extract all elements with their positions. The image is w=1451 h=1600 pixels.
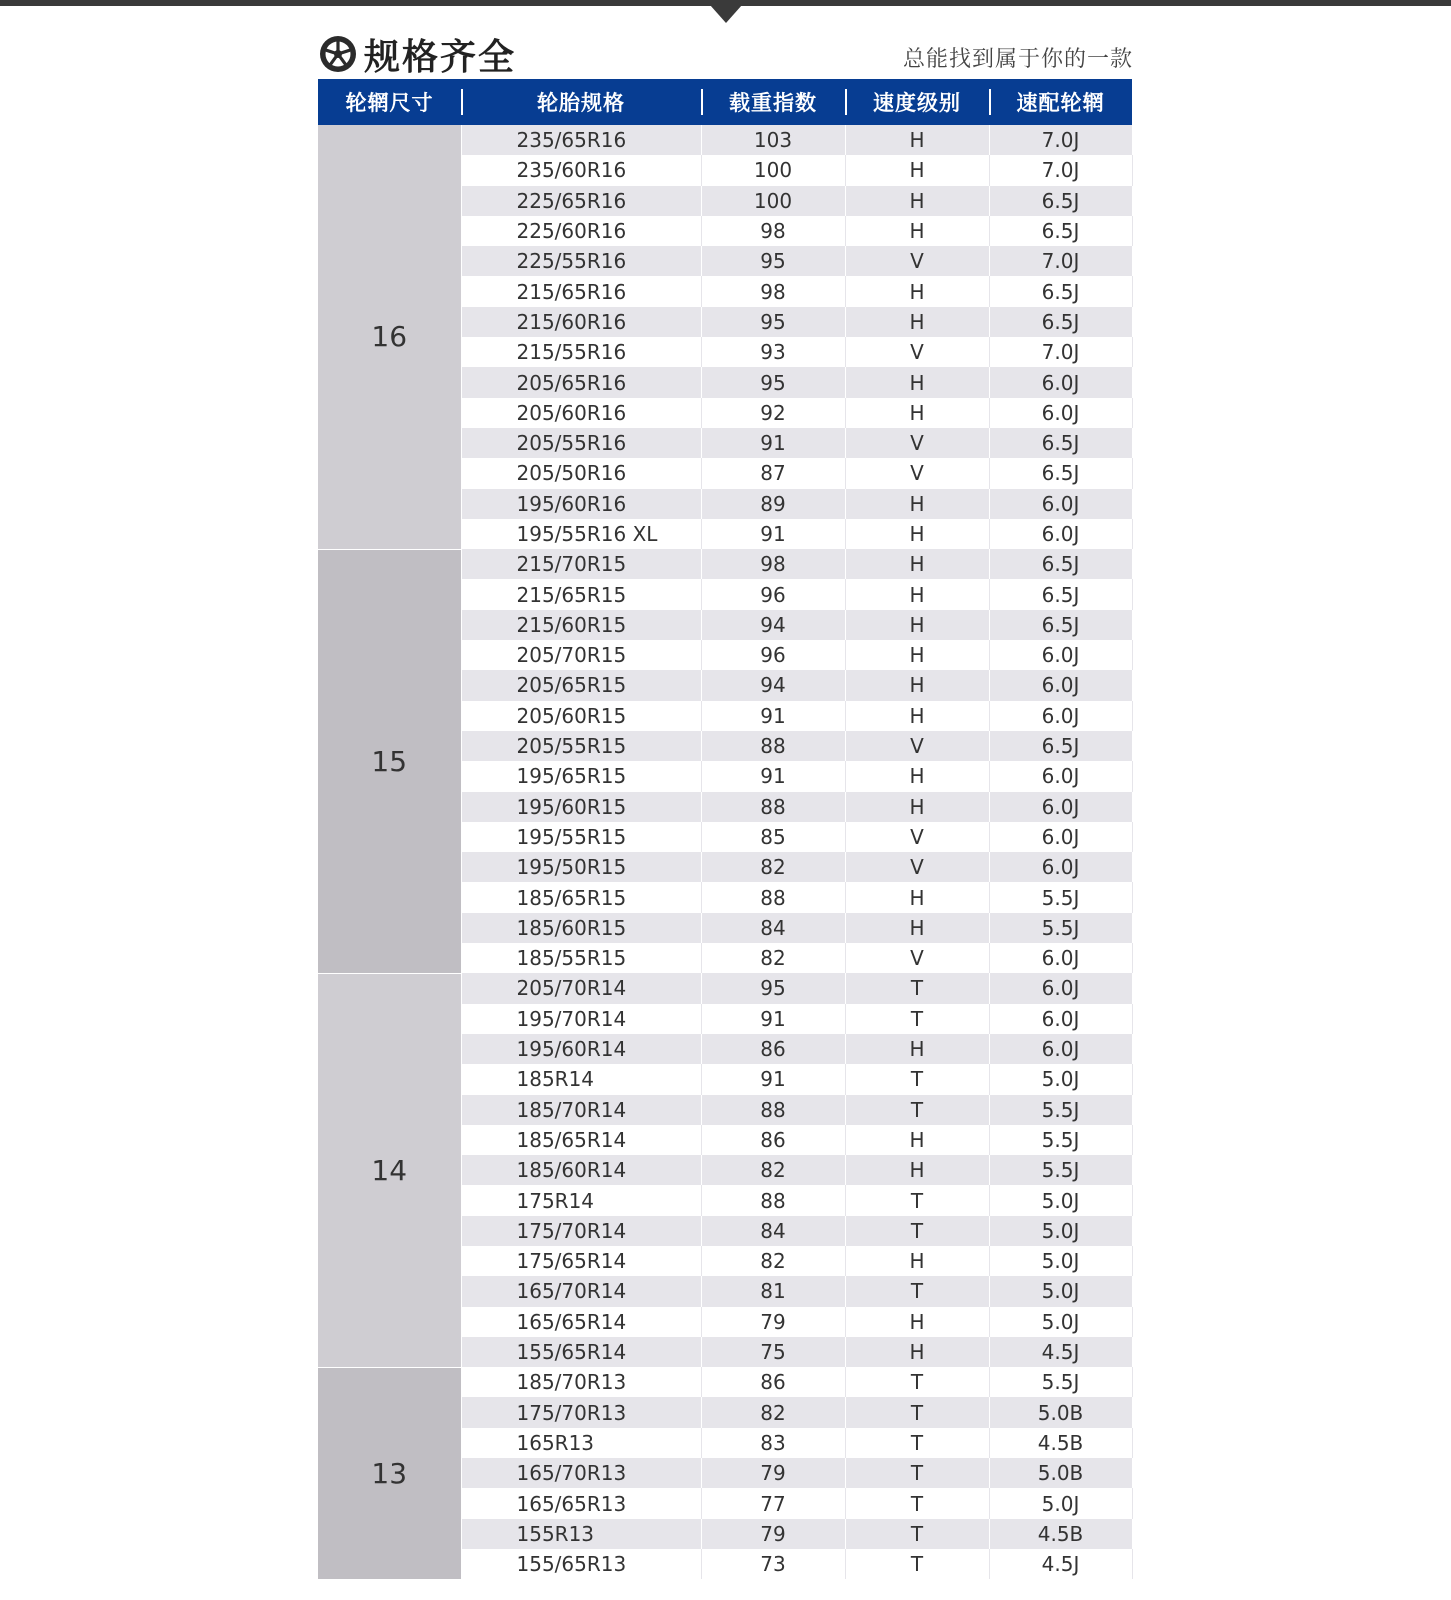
load-index-cell: 86 — [701, 1034, 845, 1064]
matched-rim-cell: 6.0J — [989, 640, 1132, 670]
tire-spec-cell: 175/70R14 — [461, 1216, 701, 1246]
title-area — [318, 34, 517, 78]
tire-spec-cell: 195/60R14 — [461, 1034, 701, 1064]
load-index-cell: 88 — [701, 882, 845, 912]
load-index-cell: 77 — [701, 1488, 845, 1518]
matched-rim-cell: 6.5J — [989, 216, 1132, 246]
load-index-cell: 82 — [701, 943, 845, 973]
load-index-cell: 91 — [701, 1064, 845, 1094]
load-index-cell: 85 — [701, 822, 845, 852]
load-index-cell: 89 — [701, 489, 845, 519]
tire-spec-cell: 155/65R13 — [461, 1549, 701, 1579]
tire-spec-cell: 195/55R16 XL — [461, 519, 701, 549]
speed-rating-cell: T — [845, 1004, 989, 1034]
speed-rating-cell: V — [845, 458, 989, 488]
matched-rim-cell: 6.0J — [989, 1034, 1132, 1064]
matched-rim-cell: 6.0J — [989, 852, 1132, 882]
speed-rating-cell: H — [845, 610, 989, 640]
matched-rim-cell: 4.5J — [989, 1549, 1132, 1579]
load-index-cell: 92 — [701, 398, 845, 428]
speed-rating-cell: T — [845, 1185, 989, 1215]
tire-spec-cell: 205/65R15 — [461, 670, 701, 700]
page-title: 规格齐全 — [364, 36, 517, 78]
tire-spec-cell: 215/65R16 — [461, 276, 701, 306]
table-row — [318, 549, 1132, 579]
column-header-rim-size: 轮辋尺寸 — [345, 91, 434, 115]
rim-size-cell: 13 — [318, 1367, 461, 1579]
matched-rim-cell: 6.5J — [989, 579, 1132, 609]
matched-rim-cell: 5.5J — [989, 882, 1132, 912]
matched-rim-cell: 6.0J — [989, 973, 1132, 1003]
load-index-cell: 98 — [701, 549, 845, 579]
speed-rating-cell: V — [845, 852, 989, 882]
matched-rim-cell: 6.5J — [989, 428, 1132, 458]
load-index-cell: 81 — [701, 1276, 845, 1306]
load-index-cell: 75 — [701, 1337, 845, 1367]
tire-spec-cell: 205/70R15 — [461, 640, 701, 670]
speed-rating-cell: T — [845, 1216, 989, 1246]
tire-wheel-icon — [318, 34, 358, 74]
load-index-cell: 86 — [701, 1125, 845, 1155]
load-index-cell: 91 — [701, 428, 845, 458]
load-index-cell: 94 — [701, 670, 845, 700]
speed-rating-cell: T — [845, 1458, 989, 1488]
tire-spec-cell: 175R14 — [461, 1185, 701, 1215]
tire-spec-cell: 205/55R16 — [461, 428, 701, 458]
matched-rim-cell: 6.5J — [989, 610, 1132, 640]
load-index-cell: 91 — [701, 519, 845, 549]
matched-rim-cell: 6.0J — [989, 519, 1132, 549]
tire-spec-cell: 195/55R15 — [461, 822, 701, 852]
speed-rating-cell: H — [845, 670, 989, 700]
matched-rim-cell: 5.0B — [989, 1397, 1132, 1427]
matched-rim-cell: 5.0J — [989, 1064, 1132, 1094]
speed-rating-cell: H — [845, 1307, 989, 1337]
matched-rim-cell: 6.0J — [989, 792, 1132, 822]
load-index-cell: 95 — [701, 307, 845, 337]
speed-rating-cell: H — [845, 792, 989, 822]
tire-spec-cell: 235/60R16 — [461, 155, 701, 185]
tire-spec-cell: 195/70R14 — [461, 1004, 701, 1034]
matched-rim-cell: 5.5J — [989, 1095, 1132, 1125]
matched-rim-cell: 5.5J — [989, 913, 1132, 943]
load-index-cell: 95 — [701, 246, 845, 276]
tire-spec-cell: 195/60R16 — [461, 489, 701, 519]
matched-rim-cell: 4.5B — [989, 1519, 1132, 1549]
speed-rating-cell: T — [845, 1488, 989, 1518]
load-index-cell: 82 — [701, 1397, 845, 1427]
matched-rim-cell: 6.0J — [989, 489, 1132, 519]
speed-rating-cell: T — [845, 973, 989, 1003]
speed-rating-cell: T — [845, 1549, 989, 1579]
tire-spec-cell: 185/60R14 — [461, 1155, 701, 1185]
load-index-cell: 88 — [701, 792, 845, 822]
table-row — [318, 125, 1132, 155]
matched-rim-cell: 5.0J — [989, 1185, 1132, 1215]
load-index-cell: 100 — [701, 155, 845, 185]
load-index-cell: 96 — [701, 640, 845, 670]
matched-rim-cell: 7.0J — [989, 125, 1132, 155]
load-index-cell: 98 — [701, 276, 845, 306]
top-notch-arrow — [710, 5, 742, 23]
tire-spec-cell: 155/65R14 — [461, 1337, 701, 1367]
speed-rating-cell: T — [845, 1397, 989, 1427]
matched-rim-cell: 6.5J — [989, 307, 1132, 337]
speed-rating-cell: H — [845, 367, 989, 397]
matched-rim-cell: 7.0J — [989, 246, 1132, 276]
matched-rim-cell: 7.0J — [989, 155, 1132, 185]
speed-rating-cell: V — [845, 943, 989, 973]
matched-rim-cell: 6.0J — [989, 398, 1132, 428]
load-index-cell: 86 — [701, 1367, 845, 1397]
speed-rating-cell: V — [845, 731, 989, 761]
matched-rim-cell: 6.0J — [989, 701, 1132, 731]
speed-rating-cell: T — [845, 1428, 989, 1458]
tire-spec-cell: 205/50R16 — [461, 458, 701, 488]
speed-rating-cell: T — [845, 1095, 989, 1125]
tire-spec-cell: 195/60R15 — [461, 792, 701, 822]
matched-rim-cell: 5.5J — [989, 1155, 1132, 1185]
speed-rating-cell: H — [845, 125, 989, 155]
matched-rim-cell: 5.0B — [989, 1458, 1132, 1488]
speed-rating-cell: H — [845, 216, 989, 246]
tire-spec-cell: 175/70R13 — [461, 1397, 701, 1427]
column-header-tire-spec: 轮胎规格 — [461, 79, 701, 125]
tire-spec-cell: 165R13 — [461, 1428, 701, 1458]
tire-spec-cell: 185/55R15 — [461, 943, 701, 973]
rim-size-cell: 16 — [318, 125, 461, 549]
tire-spec-cell: 205/60R16 — [461, 398, 701, 428]
speed-rating-cell: H — [845, 1246, 989, 1276]
speed-rating-cell: H — [845, 549, 989, 579]
matched-rim-cell: 6.0J — [989, 822, 1132, 852]
table-row — [318, 1367, 1132, 1397]
speed-rating-cell: H — [845, 579, 989, 609]
tire-spec-cell: 165/70R13 — [461, 1458, 701, 1488]
tire-spec-cell: 215/65R15 — [461, 579, 701, 609]
speed-rating-cell: H — [845, 882, 989, 912]
tire-spec-cell: 205/60R15 — [461, 701, 701, 731]
tire-spec-table — [318, 79, 1133, 1580]
load-index-cell: 91 — [701, 1004, 845, 1034]
load-index-cell: 103 — [701, 125, 845, 155]
load-index-cell: 95 — [701, 367, 845, 397]
matched-rim-cell: 6.0J — [989, 1004, 1132, 1034]
load-index-cell: 79 — [701, 1307, 845, 1337]
tire-spec-cell: 215/60R16 — [461, 307, 701, 337]
speed-rating-cell: H — [845, 307, 989, 337]
matched-rim-cell: 5.0J — [989, 1276, 1132, 1306]
speed-rating-cell: H — [845, 489, 989, 519]
speed-rating-cell: V — [845, 337, 989, 367]
load-index-cell: 98 — [701, 216, 845, 246]
tire-spec-cell: 215/55R16 — [461, 337, 701, 367]
load-index-cell: 84 — [701, 913, 845, 943]
speed-rating-cell: H — [845, 186, 989, 216]
matched-rim-cell: 4.5J — [989, 1337, 1132, 1367]
load-index-cell: 73 — [701, 1549, 845, 1579]
column-header-load-index: 载重指数 — [701, 79, 845, 125]
page-subtitle: 总能找到属于你的一款 — [902, 47, 1133, 72]
tire-spec-cell: 225/65R16 — [461, 186, 701, 216]
matched-rim-cell: 7.0J — [989, 337, 1132, 367]
table-body — [318, 125, 1132, 1579]
tire-spec-cell: 185/70R14 — [461, 1095, 701, 1125]
speed-rating-cell: H — [845, 761, 989, 791]
tire-spec-cell: 205/70R14 — [461, 973, 701, 1003]
load-index-cell: 96 — [701, 579, 845, 609]
load-index-cell: 82 — [701, 852, 845, 882]
tire-spec-cell: 205/55R15 — [461, 731, 701, 761]
tire-spec-cell: 185R14 — [461, 1064, 701, 1094]
matched-rim-cell: 4.5B — [989, 1428, 1132, 1458]
matched-rim-cell: 6.0J — [989, 670, 1132, 700]
speed-rating-cell: T — [845, 1367, 989, 1397]
speed-rating-cell: H — [845, 519, 989, 549]
tire-spec-cell: 165/65R14 — [461, 1307, 701, 1337]
speed-rating-cell: V — [845, 428, 989, 458]
load-index-cell: 91 — [701, 761, 845, 791]
speed-rating-cell: H — [845, 398, 989, 428]
rim-size-cell: 14 — [318, 973, 461, 1367]
matched-rim-cell: 5.5J — [989, 1367, 1132, 1397]
load-index-cell: 88 — [701, 731, 845, 761]
tire-spec-cell: 165/70R14 — [461, 1276, 701, 1306]
speed-rating-cell: H — [845, 1155, 989, 1185]
tire-spec-cell: 225/60R16 — [461, 216, 701, 246]
matched-rim-cell: 6.5J — [989, 458, 1132, 488]
speed-rating-cell: H — [845, 913, 989, 943]
tire-spec-cell: 155R13 — [461, 1519, 701, 1549]
load-index-cell: 82 — [701, 1246, 845, 1276]
speed-rating-cell: T — [845, 1519, 989, 1549]
table-row — [318, 973, 1132, 1003]
speed-rating-cell: H — [845, 276, 989, 306]
load-index-cell: 82 — [701, 1155, 845, 1185]
load-index-cell: 87 — [701, 458, 845, 488]
matched-rim-cell: 5.0J — [989, 1488, 1132, 1518]
speed-rating-cell: T — [845, 1276, 989, 1306]
matched-rim-cell: 5.0J — [989, 1307, 1132, 1337]
speed-rating-cell: V — [845, 246, 989, 276]
matched-rim-cell: 5.5J — [989, 1125, 1132, 1155]
matched-rim-cell: 5.0J — [989, 1246, 1132, 1276]
matched-rim-cell: 5.0J — [989, 1216, 1132, 1246]
load-index-cell: 88 — [701, 1095, 845, 1125]
matched-rim-cell: 6.0J — [989, 761, 1132, 791]
tire-spec-cell: 175/65R14 — [461, 1246, 701, 1276]
matched-rim-cell: 6.5J — [989, 549, 1132, 579]
speed-rating-cell: H — [845, 1337, 989, 1367]
tire-spec-cell: 185/65R14 — [461, 1125, 701, 1155]
speed-rating-cell: H — [845, 1034, 989, 1064]
tire-spec-cell: 185/70R13 — [461, 1367, 701, 1397]
tire-spec-cell: 235/65R16 — [461, 125, 701, 155]
matched-rim-cell: 6.5J — [989, 276, 1132, 306]
load-index-cell: 84 — [701, 1216, 845, 1246]
column-header-matched-rim: 速配轮辋 — [989, 79, 1132, 125]
speed-rating-cell: H — [845, 1125, 989, 1155]
speed-rating-cell: H — [845, 640, 989, 670]
load-index-cell: 94 — [701, 610, 845, 640]
load-index-cell: 93 — [701, 337, 845, 367]
load-index-cell: 88 — [701, 1185, 845, 1215]
load-index-cell: 91 — [701, 701, 845, 731]
matched-rim-cell: 6.0J — [989, 367, 1132, 397]
tire-spec-cell: 185/60R15 — [461, 913, 701, 943]
speed-rating-cell: H — [845, 155, 989, 185]
table-header-row — [318, 79, 1132, 125]
tire-spec-cell: 215/70R15 — [461, 549, 701, 579]
matched-rim-cell: 6.5J — [989, 186, 1132, 216]
column-header-speed-rating: 速度级别 — [845, 79, 989, 125]
load-index-cell: 95 — [701, 973, 845, 1003]
tire-spec-cell: 195/65R15 — [461, 761, 701, 791]
tire-spec-cell: 225/55R16 — [461, 246, 701, 276]
load-index-cell: 79 — [701, 1458, 845, 1488]
load-index-cell: 79 — [701, 1519, 845, 1549]
speed-rating-cell: T — [845, 1064, 989, 1094]
rim-size-cell: 15 — [318, 549, 461, 973]
speed-rating-cell: V — [845, 822, 989, 852]
tire-spec-cell: 195/50R15 — [461, 852, 701, 882]
tire-spec-cell: 205/65R16 — [461, 367, 701, 397]
tire-spec-cell: 185/65R15 — [461, 882, 701, 912]
matched-rim-cell: 6.0J — [989, 943, 1132, 973]
load-index-cell: 83 — [701, 1428, 845, 1458]
matched-rim-cell: 6.5J — [989, 731, 1132, 761]
tire-spec-cell: 165/65R13 — [461, 1488, 701, 1518]
tire-spec-cell: 215/60R15 — [461, 610, 701, 640]
load-index-cell: 100 — [701, 186, 845, 216]
speed-rating-cell: H — [845, 701, 989, 731]
